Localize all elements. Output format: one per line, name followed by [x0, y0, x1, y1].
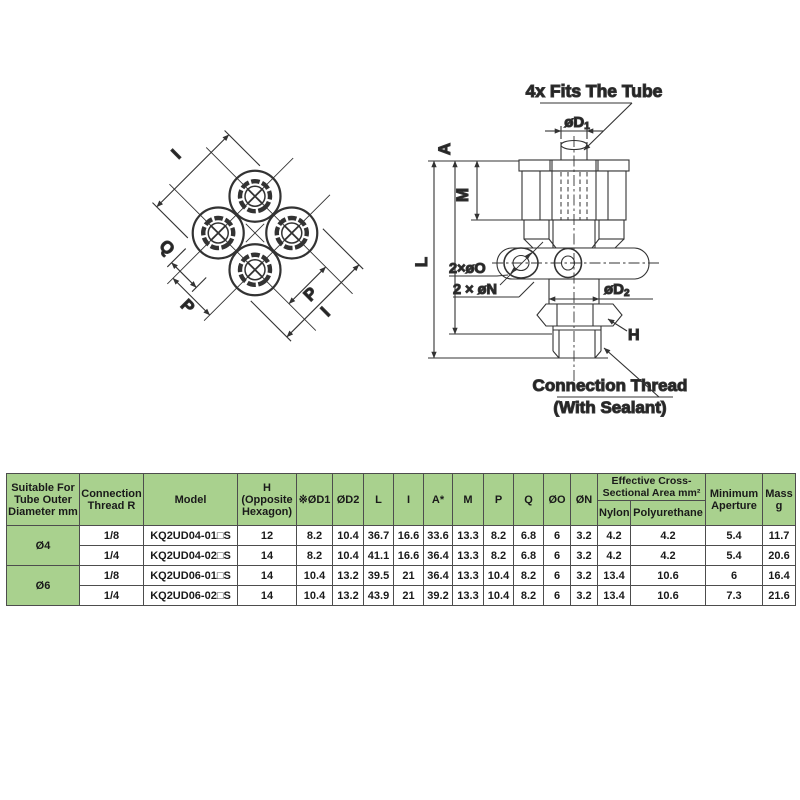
header-a: A* — [424, 474, 453, 526]
table-cell: 3.2 — [571, 586, 598, 606]
table-cell: 6.8 — [514, 526, 544, 546]
table-cell: 10.4 — [333, 546, 364, 566]
header-d2: ØD2 — [333, 474, 364, 526]
table-cell: 1/4 — [80, 586, 144, 606]
dim-label-a: A — [435, 142, 454, 156]
table-cell: 13.3 — [453, 586, 484, 606]
dim-label-n: 2 × øN — [453, 282, 497, 298]
tube-size-cell: Ø4 — [7, 526, 80, 566]
table-cell: 4.2 — [598, 526, 631, 546]
table-cell: 8.2 — [514, 566, 544, 586]
table-cell: 6 — [544, 566, 571, 586]
table-cell: 16.4 — [763, 566, 796, 586]
header-l: L — [364, 474, 394, 526]
dim-label-d1: øD1 — [564, 114, 590, 132]
connection-thread — [553, 326, 601, 358]
header-n: ØN — [571, 474, 598, 526]
table-cell: 6 — [544, 586, 571, 606]
table-cell: 8.2 — [484, 546, 514, 566]
callout-fits-the-tube: 4x Fits The Tube — [525, 81, 663, 101]
table-cell: 8.2 — [297, 546, 333, 566]
header-tube-diameter: Suitable For Tube Outer Diameter mm — [7, 474, 80, 526]
table-cell: 13.4 — [598, 566, 631, 586]
header-q: Q — [514, 474, 544, 526]
table-cell: 41.1 — [364, 546, 394, 566]
table-cell: 3.2 — [571, 526, 598, 546]
side-view-drawing — [412, 81, 687, 417]
table-cell: 1/8 — [80, 566, 144, 586]
model-cell: KQ2UD04-01□S — [144, 526, 238, 546]
dim-label-i-left: I — [167, 145, 185, 163]
table-cell: 13.3 — [453, 526, 484, 546]
dim-label-o: 2×øO — [449, 261, 486, 277]
table-cell: 5.4 — [706, 526, 763, 546]
header-minimum-aperture: Minimum Aperture — [706, 474, 763, 526]
model-cell: KQ2UD06-01□S — [144, 566, 238, 586]
header-d1: ※ØD1 — [297, 474, 333, 526]
table-row — [7, 526, 796, 546]
table-cell: 21.6 — [763, 586, 796, 606]
dim-label-i-right: I — [316, 303, 334, 321]
table-cell: 3.2 — [571, 566, 598, 586]
table-cell: 12 — [238, 526, 297, 546]
dim-label-d2: øD2 — [604, 281, 630, 299]
table-cell: 39.5 — [364, 566, 394, 586]
model-cell: KQ2UD06-02□S — [144, 586, 238, 606]
table-cell: 33.6 — [424, 526, 453, 546]
table-cell: 1/8 — [80, 526, 144, 546]
table-row — [7, 586, 796, 606]
table-cell: 14 — [238, 586, 297, 606]
table-cell: 4.2 — [631, 526, 706, 546]
table-cell: 6 — [544, 526, 571, 546]
table-cell: 8.2 — [514, 586, 544, 606]
header-effective-area: Effective Cross- Sectional Area mm² — [598, 474, 706, 501]
header-mass: Mass g — [763, 474, 796, 526]
hex-nut — [537, 304, 622, 326]
table-cell: 10.4 — [297, 586, 333, 606]
table-row — [7, 546, 796, 566]
table-cell: 36.4 — [424, 546, 453, 566]
table-cell: 5.4 — [706, 546, 763, 566]
dim-label-p-right: P — [299, 283, 322, 305]
dimension-m — [471, 161, 524, 220]
table-cell: 13.3 — [453, 566, 484, 586]
table-cell: 1/4 — [80, 546, 144, 566]
table-cell: 13.2 — [333, 566, 364, 586]
table-cell: 11.7 — [763, 526, 796, 546]
dim-label-q: Q — [155, 236, 179, 259]
table-cell: 16.6 — [394, 526, 424, 546]
table-cell: 13.4 — [598, 586, 631, 606]
table-cell: 10.6 — [631, 586, 706, 606]
table-cell: 14 — [238, 566, 297, 586]
table-cell: 21 — [394, 566, 424, 586]
dim-label-h: H — [628, 327, 640, 344]
table-cell: 14 — [238, 546, 297, 566]
table-cell: 20.6 — [763, 546, 796, 566]
table-cell: 10.4 — [333, 526, 364, 546]
header-connection-thread: Connection Thread R — [80, 474, 144, 526]
table-cell: 36.7 — [364, 526, 394, 546]
table-cell: 6 — [544, 546, 571, 566]
model-cell: KQ2UD04-02□S — [144, 546, 238, 566]
header-p: P — [484, 474, 514, 526]
table-cell: 4.2 — [598, 546, 631, 566]
header-nylon: Nylon — [598, 501, 631, 526]
header-m: M — [453, 474, 484, 526]
table-row — [7, 566, 796, 586]
table-cell: 3.2 — [571, 546, 598, 566]
header-model: Model — [144, 474, 238, 526]
table-cell: 8.2 — [297, 526, 333, 546]
callout-with-sealant: (With Sealant) — [553, 398, 667, 417]
dim-label-m: M — [453, 187, 472, 203]
top-view-drawing — [92, 91, 393, 392]
table-cell: 13.2 — [333, 586, 364, 606]
table-cell: 6 — [706, 566, 763, 586]
table-cell: 16.6 — [394, 546, 424, 566]
table-cell: 43.9 — [364, 586, 394, 606]
table-cell: 6.8 — [514, 546, 544, 566]
table-cell: 8.2 — [484, 526, 514, 546]
table-cell: 36.4 — [424, 566, 453, 586]
table-cell: 21 — [394, 586, 424, 606]
table-cell: 10.4 — [297, 566, 333, 586]
header-i: I — [394, 474, 424, 526]
table-cell: 7.3 — [706, 586, 763, 606]
table-cell: 39.2 — [424, 586, 453, 606]
dim-label-l: L — [412, 256, 431, 268]
dimensions-table — [6, 473, 796, 606]
header-o: ØO — [544, 474, 571, 526]
callout-connection-thread: Connection Thread — [532, 376, 688, 395]
header-hexagon: H (Opposite Hexagon) — [238, 474, 297, 526]
table-cell: 10.4 — [484, 586, 514, 606]
tube-size-cell: Ø6 — [7, 566, 80, 606]
dim-label-p-left: P — [176, 295, 199, 317]
header-polyurethane: Polyurethane — [631, 501, 706, 526]
table-cell: 13.3 — [453, 546, 484, 566]
table-cell: 10.4 — [484, 566, 514, 586]
table-cell: 4.2 — [631, 546, 706, 566]
table-cell: 10.6 — [631, 566, 706, 586]
